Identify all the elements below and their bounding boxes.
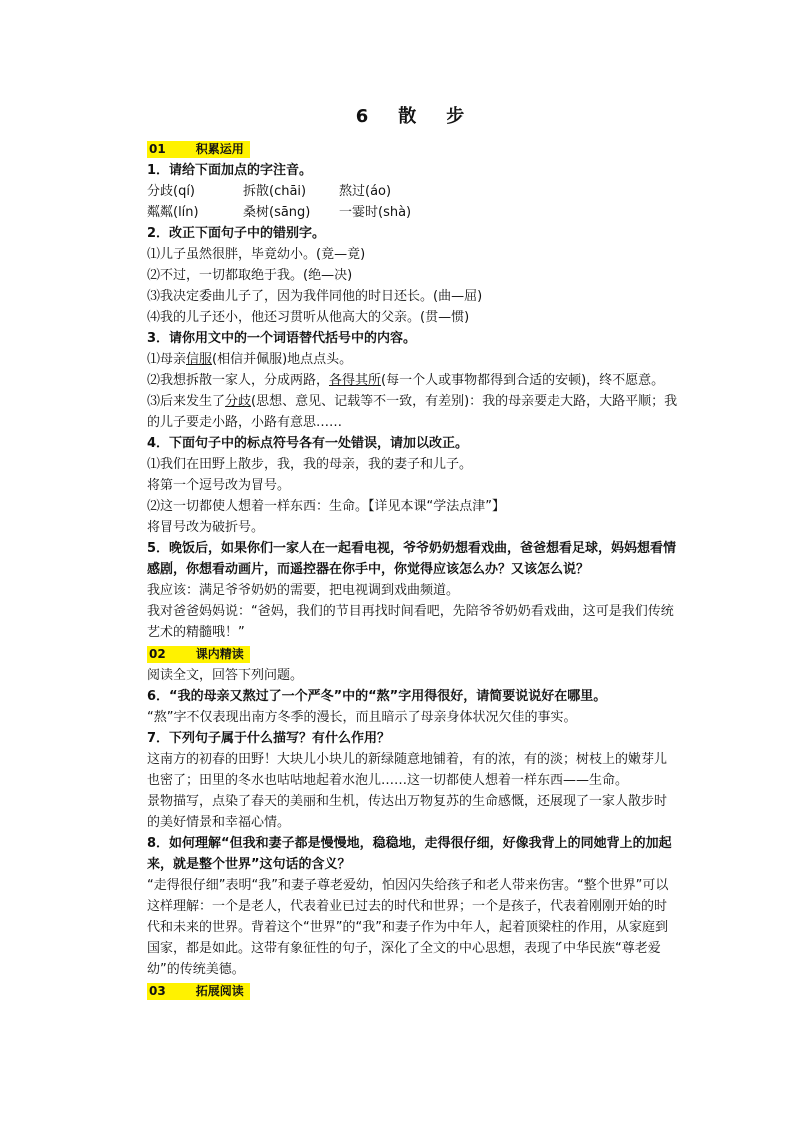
question-7-answer: 景物描写，点染了春天的美丽和生机，传达出万物复苏的生命感慨，还展现了一家人散步时的美好情景和幸福心情。 — [147, 794, 668, 830]
section-header-3 — [147, 980, 679, 1002]
question-1-stem: 1．请给下面加点的字注音。 — [147, 163, 313, 178]
question-3-item-3 — [147, 391, 679, 433]
section-name: 积累运用 — [195, 142, 244, 156]
pinyin-item: 桑树(sāng) — [243, 205, 311, 220]
pinyin-item: 熬过(áo) — [339, 184, 392, 199]
question-4-item: ⑵这一切都使人想着一样东西：生命。【详见本课“学法点津”】 — [147, 499, 505, 514]
section-name: 课内精读 — [195, 647, 244, 661]
text-fragment: ⑴母亲 — [147, 352, 187, 367]
worksheet-page — [147, 104, 679, 1002]
text-fragment: ⑶后来发生了 — [147, 394, 226, 409]
question-5-answer: 我应该：满足爷爷奶奶的需要，把电视调到戏曲频道。 — [147, 583, 460, 598]
question-2-item: ⑵不过，一切都取绝于我。(绝—决) — [147, 268, 353, 283]
underlined-word: 分歧 — [225, 394, 252, 409]
question-8-answer: “走得很仔细”表明“我”和妻子尊老爱幼，怕因闪失给孩子和老人带来伤害。“整个世界”可以这样理解：一个是老人，代表着业已过去的时代和世界；一个是孩子，代表着刚刚开始的时代和未来的世界。背着这个“世界”的“我”和妻子作为中年人，起着顶梁柱的作用，从家庭到国家，都是如此。这带有象征性的句子，深化了全文的中心思想，表现了中华民族“尊老爱幼”的传统美德。 — [147, 878, 669, 977]
question-6-stem: 6．“我的母亲又熬过了一个严冬”中的“熬”字用得很好，请简要说说好在哪里。 — [147, 689, 607, 704]
pinyin-item: 拆散(chāi) — [243, 184, 307, 199]
text-fragment: (每一个人或事物都得到合适的安顿)，终不愿意。 — [381, 373, 665, 388]
pinyin-item: 分歧(qí) — [147, 184, 196, 199]
section-number: 01 — [149, 142, 166, 156]
text-fragment: (相信并佩服)地点点头。 — [212, 352, 353, 367]
question-6-answer: “熬”字不仅表现出南方冬季的漫长，而且暗示了母亲身体状况欠佳的事实。 — [147, 710, 577, 725]
pinyin-item: 粼粼(lín) — [147, 205, 199, 220]
section-number: 03 — [149, 984, 166, 998]
question-7-quote: 这南方的初春的田野！大块儿小块儿的新绿随意地铺着，有的浓，有的淡；树枝上的嫩芽儿也密了；田里的冬水也咕咕地起着水泡儿……这一切都使人想着一样东西——生命。 — [147, 752, 668, 788]
page-title: 6 散 步 — [355, 106, 471, 127]
question-2-item: ⑶我决定委曲儿子了，因为我伴同他的时日还长。(曲—屈) — [147, 289, 483, 304]
text-fragment: ⑵我想拆散一家人，分成两路， — [147, 373, 330, 388]
question-7-stem: 7．下列句子属于什么描写？有什么作用？ — [147, 731, 391, 746]
underlined-word: 各得其所 — [329, 373, 382, 388]
question-4-answer: 将第一个逗号改为冒号。 — [147, 478, 291, 493]
question-8-stem: 8．如何理解“但我和妻子都是慢慢地，稳稳地，走得很仔细，好像我背上的同她背上的加起来，就是整个世界”这句话的含义？ — [147, 836, 672, 872]
question-2-stem: 2．改正下面句子中的错别字。 — [147, 226, 326, 241]
question-4-stem: 4．下面句子中的标点符号各有一处错误，请加以改正。 — [147, 436, 469, 451]
question-5-answer: 我对爸爸妈妈说：“爸妈，我们的节目再找时间看吧，先陪爷爷奶奶看戏曲，这可是我们传统艺术的精髓哦！” — [147, 604, 674, 640]
pinyin-item: 一霎时(shà) — [339, 205, 412, 220]
section-header-1 — [147, 138, 679, 160]
question-3-item-2 — [147, 370, 679, 391]
question-5-stem: 5．晚饭后，如果你们一家人在一起看电视，爷爷奶奶想看戏曲，爸爸想看足球，妈妈想看情感剧，你想看动画片，而遥控器在你手中，你觉得应该怎么办？又该怎么说？ — [147, 541, 677, 577]
text-fragment: (思想、意见、记载等不一致，有差别)：我的母亲要走大路，大路平顺；我的儿子要走小路，小路有意思…… — [147, 394, 678, 430]
section-name: 拓展阅读 — [195, 984, 244, 998]
question-3-item-1 — [147, 349, 679, 370]
question-3-stem: 3．请你用文中的一个词语替代括号中的内容。 — [147, 331, 417, 346]
underlined-word: 信服 — [186, 352, 213, 367]
section-header-2 — [147, 643, 679, 665]
pinyin-row-1 — [147, 181, 679, 202]
question-4-item: ⑴我们在田野上散步，我，我的母亲，我的妻子和儿子。 — [147, 457, 473, 472]
question-2-item: ⑴儿子虽然很胖，毕竟幼小。(竟—竟) — [147, 247, 366, 262]
question-4-answer: 将冒号改为破折号。 — [147, 520, 265, 535]
reading-instruction: 阅读全文，回答下列问题。 — [147, 668, 304, 683]
question-2-item: ⑷我的儿子还小，他还习贯听从他高大的父亲。(贯—惯) — [147, 310, 470, 325]
section-number: 02 — [149, 647, 166, 661]
pinyin-row-2 — [147, 202, 679, 223]
